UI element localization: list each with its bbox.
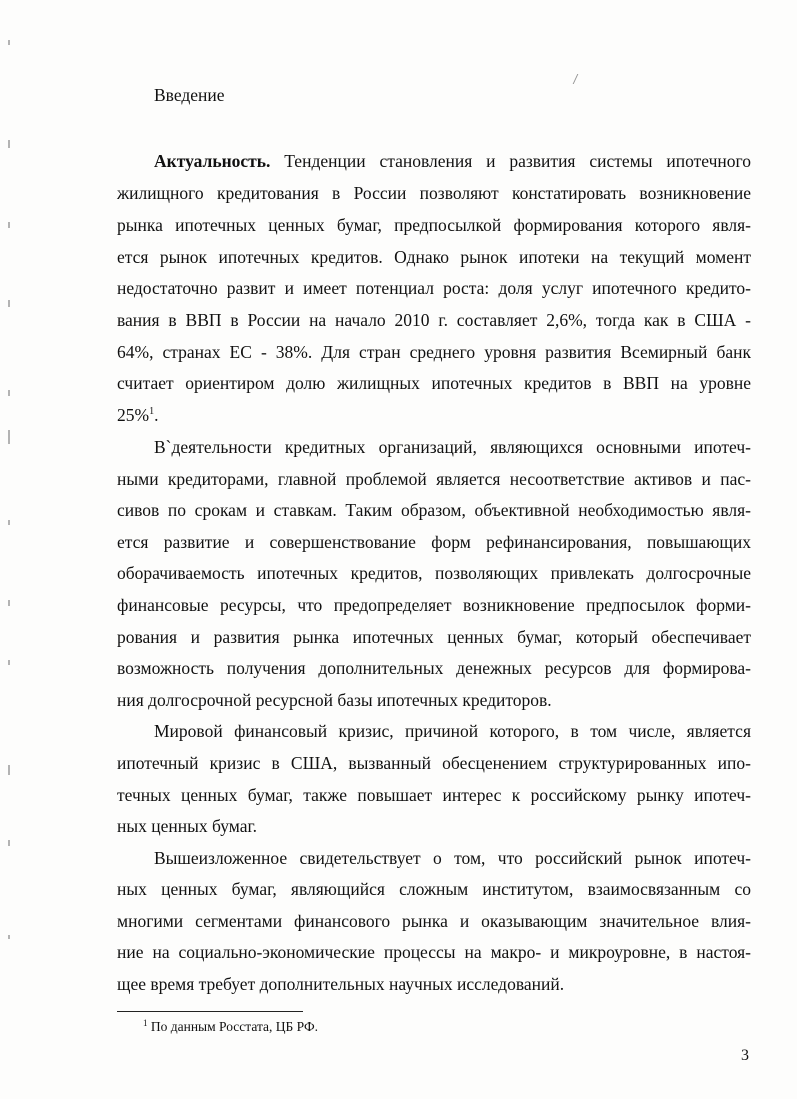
footnote-divider	[117, 1011, 303, 1012]
scan-speck	[8, 840, 10, 846]
paragraph-line: ется рынок ипотечных кредитов. Однако рынок ипотеки на текущий момент	[117, 247, 751, 267]
paragraph-line: Вышеизложенное свидетельствует о том, что российский рынок ипотеч-	[154, 848, 751, 868]
paragraph-line: многими сегментами финансового рынка и оказывающим значительное влия-	[117, 911, 751, 931]
footnote-marker: 1	[143, 1018, 148, 1028]
paragraph-line: рования и развития рынка ипотечных ценных бумаг, который обеспечивает	[117, 627, 751, 647]
paragraph-line: сивов по срокам и ставкам. Таким образом, объективной необходимостью явля-	[117, 500, 751, 520]
page-number: 3	[741, 1047, 749, 1064]
paragraph-line: 64%, странах ЕС - 38%. Для стран среднего уровня развития Всемирный банк	[117, 342, 751, 362]
paragraph-line: оборачиваемость ипотечных кредитов, позволяющих привлекать долгосрочные	[117, 563, 751, 583]
footnote-reference[interactable]: 1	[149, 406, 155, 417]
paragraph-line: ипотечный кризис в США, вызванный обесценением структурированных ипо-	[117, 753, 751, 773]
paragraph-line: щее время требует дополнительных научных исследований.	[117, 974, 565, 994]
scan-speck	[8, 430, 10, 444]
paragraph-line: возможность получения дополнительных денежных ресурсов для формирова-	[117, 658, 751, 678]
scan-speck	[8, 660, 10, 665]
scan-speck	[8, 390, 10, 396]
footnote	[143, 1018, 318, 1036]
scan-speck	[8, 40, 10, 45]
scan-speck	[8, 140, 10, 148]
paragraph-line: ния долгосрочной ресурсной базы ипотечных кредиторов.	[117, 690, 552, 710]
paragraph-line: Актуальность. Тенденции становления и развития системы ипотечного	[154, 151, 751, 171]
paragraph-line: недостаточно развит и имеет потенциал роста: доля услуг ипотечного кредито-	[117, 278, 751, 298]
paragraph-line: финансовые ресурсы, что предопределяет возникновение предпосылок форми-	[117, 595, 751, 615]
paragraph-line: рынка ипотечных ценных бумаг, предпосылкой формирования которого явля-	[117, 215, 751, 235]
paragraph-line: считает ориентиром долю жилищных ипотечных кредитов в ВВП на уровне	[117, 373, 751, 393]
footnote-text: По данным Росстата, ЦБ РФ.	[147, 1019, 318, 1034]
scan-speck	[8, 935, 10, 939]
paragraph-line: течных ценных бумаг, также повышает интерес к российскому рынку ипотеч-	[117, 785, 751, 805]
scan-speck	[8, 765, 10, 775]
scan-speck	[8, 300, 10, 307]
paragraph-line: ных ценных бумаг.	[117, 816, 258, 836]
paragraph-line: Мировой финансовый кризис, причиной которого, в том числе, является	[154, 721, 751, 741]
paragraph-line: ными кредиторами, главной проблемой является несоответствие активов и пас-	[117, 469, 751, 489]
paragraph-line: 25%$^1$.	[117, 405, 159, 425]
scan-speck	[8, 222, 10, 228]
scan-speck	[8, 520, 10, 525]
paragraph-line: вания в ВВП в России на начало 2010 г. составляет 2,6%, тогда как в США -	[117, 310, 751, 330]
section-heading: Введение	[154, 85, 225, 105]
paragraph-line: ется развитие и совершенствование форм рефинансирования, повышающих	[117, 532, 751, 552]
paragraph-line: ние на социально-экономические процессы на макро- и микроуровне, в настоя-	[117, 942, 751, 962]
paragraph-line: В`деятельности кредитных организаций, являющихся основными ипотеч-	[154, 437, 751, 457]
paragraph-line: жилищного кредитования в России позволяют констатировать возникновение	[117, 183, 751, 203]
paragraph-line: ных ценных бумаг, являющийся сложным институтом, взаимосвязанным со	[117, 879, 751, 899]
lead-term: Актуальность.	[154, 151, 271, 171]
scan-mark	[573, 74, 584, 84]
scan-speck	[8, 600, 10, 606]
